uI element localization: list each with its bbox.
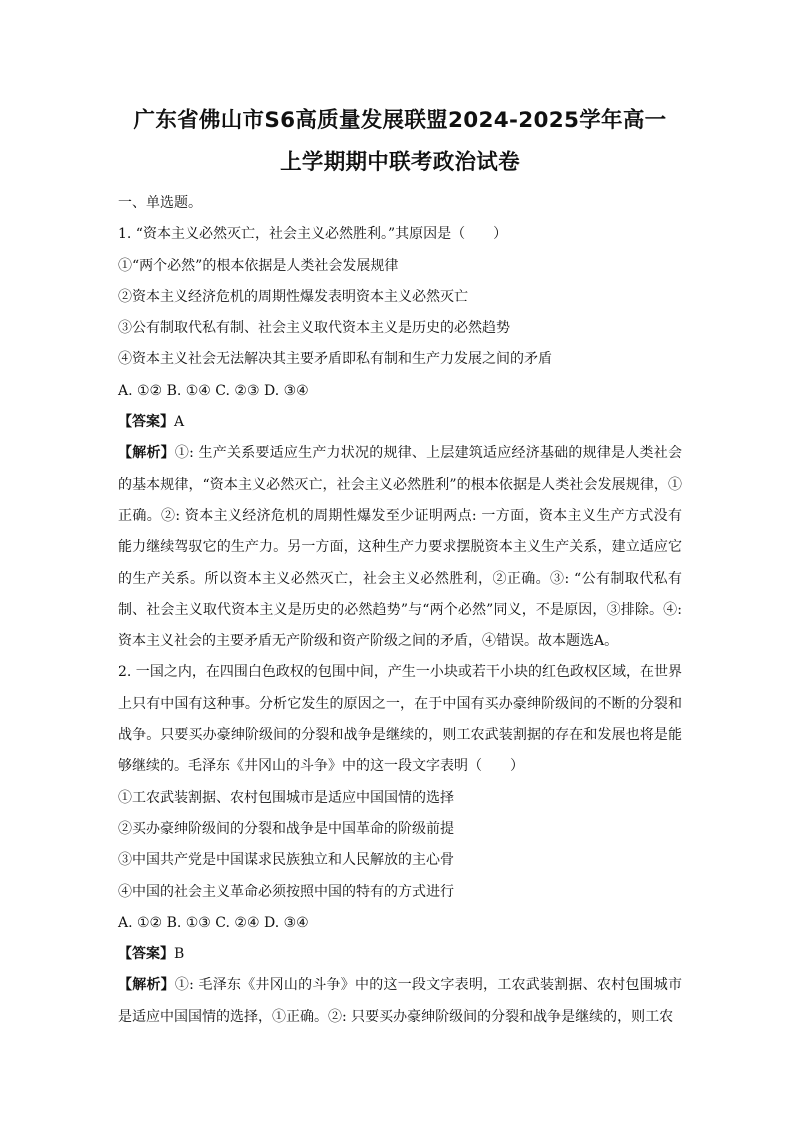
question-stem: 2. 一国之内，在四围白色政权的包围中间，产生一小块或若干小块的红色政权区域，在世界上只有中国有这种事。分析它发生的原因之一，在于中国有买办豪绅阶级间的不断的分裂和战争。只要买办豪绅阶级间的分裂和战争是继续的，则工农武装割据的存在和发展也将是能够继续的。毛泽东《井冈山的斗争》中的这一段文字表明（ ） — [118, 664, 682, 775]
answer-line — [118, 939, 682, 970]
statement-1: ①工农武装割据、农村包围城市是适应中国国情的选择 — [118, 789, 454, 806]
analysis-text: ①: 生产关系要适应生产力状况的规律、上层建筑适应经济基础的规律是人类社会的基本规律，“资本主义必然灭亡，社会主义必然胜利”的根本依据是人类社会发展规律，①正确。②: 资本主义经济危机的周期性爆发至少证明两点: 一方面，资本主义生产方式没有能力继续驾驭它的生产力。另一方面，这种生产力要求摆脱资本主义生产关系，建立适应它的生产关系。所以资本主义必然灭亡，社会主义必然胜利，②正确。③: “公有制取代私有制、社会主义取代资本主义是历史的必然趋势”与“两个必然”同义，不是原因，③排除。④: 资本主义社会的主要矛盾无产阶级和资产阶级之间的矛盾，④错误。故本题选A。 — [118, 445, 682, 650]
answer-label: 【答案】 — [118, 946, 174, 963]
answer-line — [118, 407, 682, 438]
question-1 — [118, 219, 682, 657]
statement-4: ④资本主义社会无法解决其主要矛盾即私有制和生产力发展之间的矛盾 — [118, 351, 552, 368]
document-title-line-2: 上学期期中联考政治试卷 — [280, 150, 520, 175]
statement-4: ④中国的社会主义革命必须按照中国的特有的方式进行 — [118, 883, 454, 900]
analysis-label: 【解析】 — [118, 445, 175, 462]
document-title-line-1: 广东省佛山市S6高质量发展联盟2024-2025学年高一 — [133, 108, 667, 133]
analysis-paragraph — [118, 438, 682, 657]
statement-2: ②资本主义经济危机的周期性爆发表明资本主义必然灭亡 — [118, 288, 468, 305]
statement-1: ①“两个必然”的根本依据是人类社会发展规律 — [118, 257, 399, 274]
question-stem: 1. “资本主义必然灭亡，社会主义必然胜利。”其原因是（ ） — [118, 226, 508, 243]
statement-3: ③中国共产党是中国谋求民族独立和人民解放的主心骨 — [118, 852, 454, 869]
analysis-paragraph — [118, 970, 682, 1033]
answer-value: A — [174, 414, 185, 431]
section-heading: 一、单选题。 — [118, 195, 202, 211]
analysis-text: ①: 毛泽东《井冈山的斗争》中的这一段文字表明，工农武装割据、农村包围城市是适应中国国情的选择，①正确。②: 只要买办豪绅阶级间的分裂和战争是继续的，则工农 — [118, 977, 682, 1025]
answer-options: A. ①② B. ①④ C. ②③ D. ③④ — [118, 382, 309, 399]
answer-label: 【答案】 — [118, 414, 174, 431]
question-2 — [118, 657, 682, 1033]
answer-options: A. ①② B. ①③ C. ②④ D. ③④ — [118, 914, 309, 931]
statement-3: ③公有制取代私有制、社会主义取代资本主义是历史的必然趋势 — [118, 320, 510, 337]
answer-value: B — [174, 946, 185, 963]
analysis-label: 【解析】 — [118, 977, 175, 994]
statement-2: ②买办豪绅阶级间的分裂和战争是中国革命的阶级前提 — [118, 820, 454, 837]
